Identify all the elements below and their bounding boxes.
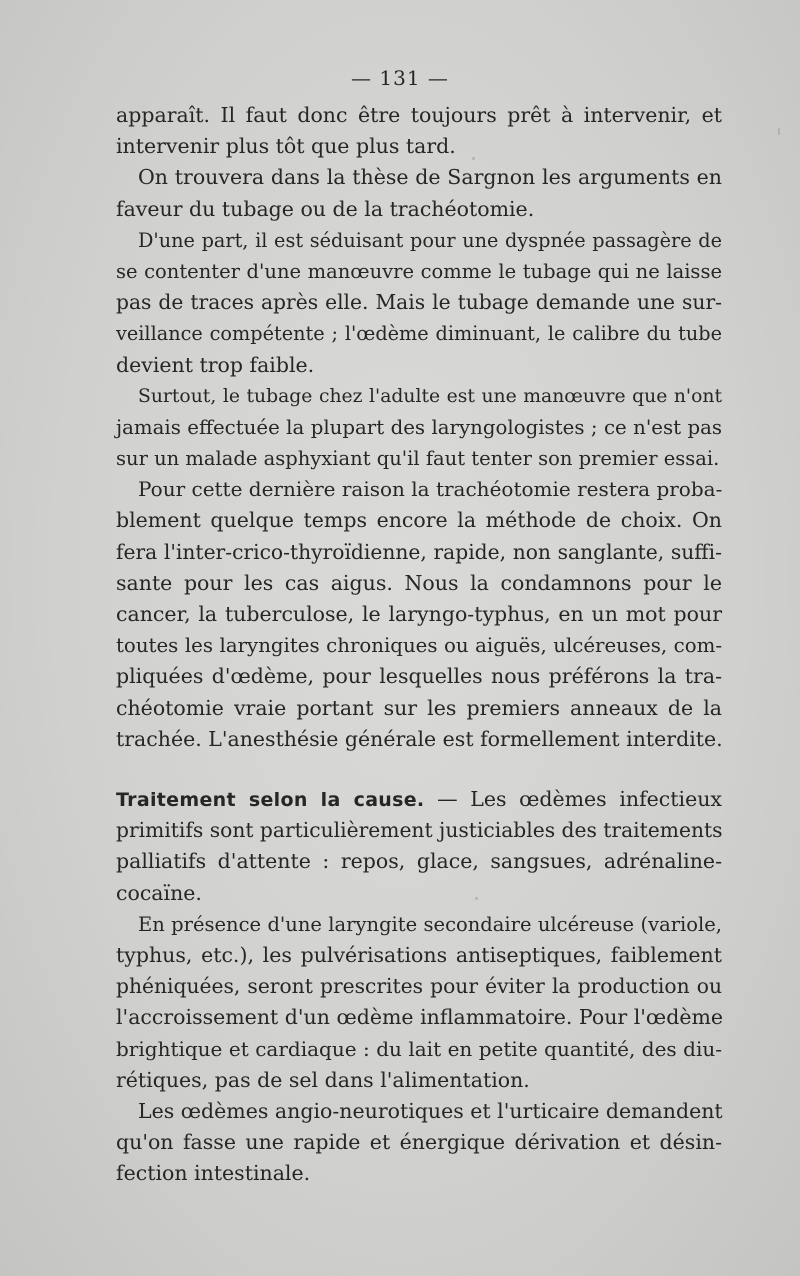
- text-line: intervenir plus tôt que plus tard.: [116, 134, 456, 159]
- text-line: typhus, etc.), les pulvérisations antiseptiques, faiblement: [116, 942, 722, 967]
- text-line: Pour cette dernière raison la trachéotomie restera proba-: [138, 477, 723, 502]
- text-line: fera l'inter-crico-thyroïdienne, rapide, non sanglante, suffi-: [116, 539, 722, 564]
- text-line: cancer, la tuberculose, le laryngo-typhus, en un mot pour: [116, 602, 722, 626]
- text-line: l'accroissement d'un œdème inflammatoire. Pour l'œdème: [116, 1005, 724, 1030]
- text-line: brightique et cardiaque : du lait en petite quantité, des diu-: [116, 1036, 722, 1061]
- text-line: faveur du tubage ou de la trachéotomie.: [116, 196, 535, 221]
- body-text-top: [116, 100, 722, 755]
- text-line: fection intestinale.: [116, 1161, 311, 1186]
- text-line: chéotomie vraie portant sur les premiers anneaux de la: [116, 695, 722, 720]
- text-line: apparaît. Il faut donc être toujours prêt à intervenir, et: [116, 103, 722, 127]
- text-line: blement quelque temps encore la méthode de choix. On: [116, 508, 722, 533]
- text-line: palliatifs d'attente : repos, glace, sangsues, adrénaline-: [116, 849, 722, 874]
- text-line: cocaïne.: [116, 880, 202, 905]
- section-heading: Traitement selon la cause.: [116, 789, 425, 811]
- text-line: veillance compétente ; l'œdème diminuant, le calibre du tube: [116, 322, 722, 346]
- scan-speck: [472, 157, 475, 160]
- text-line: On trouvera dans la thèse de Sargnon les arguments en: [138, 165, 722, 190]
- section-first-line: [116, 784, 722, 815]
- section-heading-continuation: — Les œdèmes infectieux: [424, 787, 722, 811]
- text-line: sante pour les cas aigus. Nous la condamnons pour le: [116, 570, 722, 595]
- page-number: — 131 —: [351, 66, 449, 90]
- text-line: se contenter d'une manœuvre comme le tubage qui ne laisse: [116, 259, 722, 283]
- text-line: sur un malade asphyxiant qu'il faut tenter son premier essai.: [116, 447, 720, 471]
- text-line: devient trop faible.: [116, 352, 315, 377]
- text-line: pas de traces après elle. Mais le tubage demande une sur-: [116, 290, 722, 315]
- text-line: phéniquées, seront prescrites pour éviter la production ou: [116, 974, 722, 999]
- text-line: trachée. L'anesthésie générale est formellement interdite.: [116, 726, 723, 751]
- text-line: En présence d'une laryngite secondaire ulcéreuse (variole,: [138, 912, 722, 936]
- text-line: D'une part, il est séduisant pour une dyspnée passagère de: [138, 228, 722, 252]
- text-line: Les œdèmes angio-neurotiques et l'urticaire demandent: [138, 1098, 723, 1123]
- text-line: jamais effectuée la plupart des laryngologistes ; ce n'est pas: [116, 415, 722, 439]
- text-line: toutes les laryngites chroniques ou aiguës, ulcéreuses, com-: [116, 634, 722, 658]
- text-line: Surtout, le tubage chez l'adulte est une manœuvre que n'ont: [138, 385, 722, 407]
- text-line: qu'on fasse une rapide et énergique dérivation et désin-: [116, 1130, 722, 1155]
- text-line: primitifs sont particulièrement justiciables des traitements: [116, 818, 723, 843]
- text-line: pliquées d'œdème, pour lesquelles nous préférons la tra-: [116, 664, 722, 689]
- text-line: rétiques, pas de sel dans l'alimentation.: [116, 1067, 530, 1092]
- scan-speck: [475, 897, 478, 900]
- scan-speck: [778, 128, 780, 135]
- body-text-section: [116, 784, 722, 1189]
